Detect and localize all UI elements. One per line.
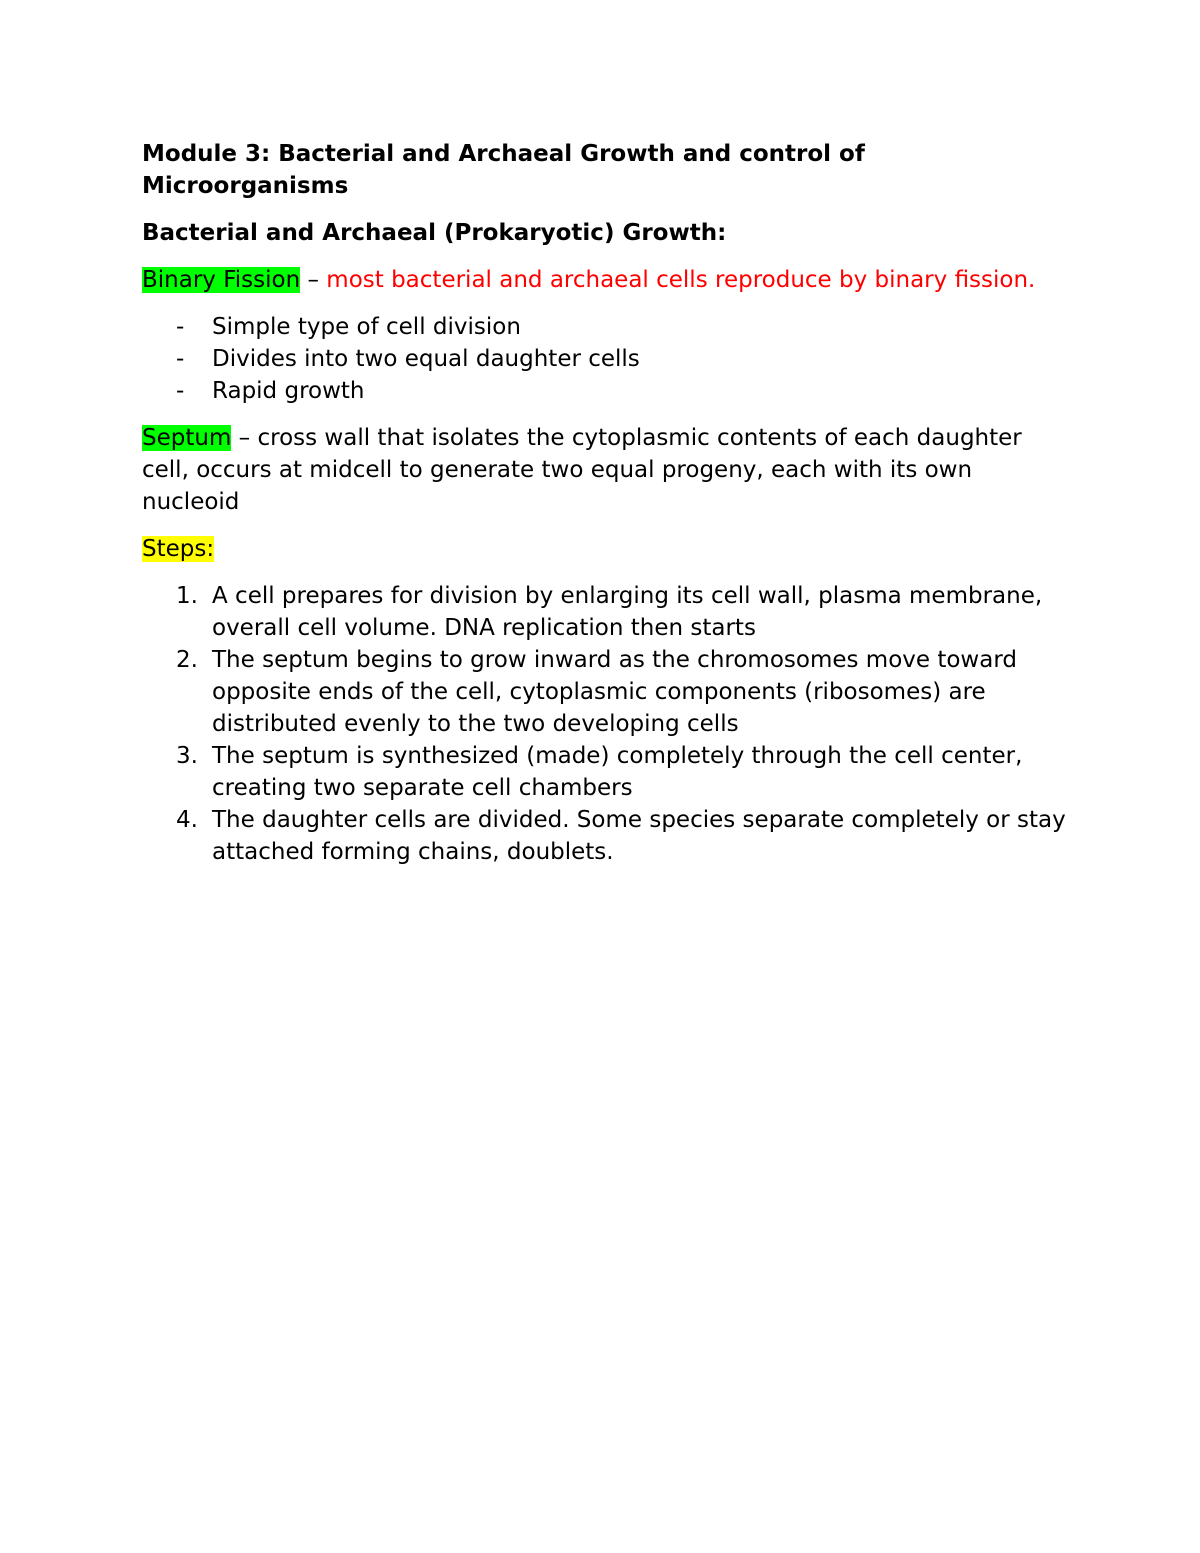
step-text: A cell prepares for division by enlarging its cell wall, plasma membrane, overall cell volume. DNA replication then starts: [212, 583, 1043, 641]
binary-fission-definition: most bacterial and archaeal cells reproduce by binary fission.: [326, 267, 1036, 293]
bullet-marker: -: [176, 346, 185, 372]
list-item: [142, 740, 1072, 804]
list-item-text: Divides into two equal daughter cells: [212, 346, 640, 372]
list-item-text: Rapid growth: [212, 378, 365, 404]
binary-fission-term: Binary Fission: [142, 267, 301, 293]
list-item: [142, 644, 1072, 740]
septum-term: Septum: [142, 425, 232, 451]
bullet-marker: -: [176, 314, 185, 340]
binary-fission-paragraph: [142, 264, 1072, 296]
septum-paragraph: [142, 422, 1072, 518]
list-item: [142, 580, 1072, 644]
list-item: [142, 311, 1072, 343]
steps-label-paragraph: [142, 533, 1072, 565]
step-number: 4.: [176, 807, 198, 833]
step-text: The daughter cells are divided. Some species separate completely or stay attached forming chains, doublets.: [212, 807, 1066, 865]
list-item: [142, 375, 1072, 407]
list-item: [142, 804, 1072, 868]
bullet-marker: -: [176, 378, 185, 404]
steps-label: Steps:: [142, 536, 215, 562]
step-number: 1.: [176, 583, 198, 609]
list-item: [142, 343, 1072, 375]
bullet-list: [142, 311, 1072, 407]
steps-list: [142, 580, 1072, 868]
list-item-text: Simple type of cell division: [212, 314, 521, 340]
binary-fission-dash: –: [300, 267, 327, 293]
step-number: 2.: [176, 647, 198, 673]
septum-dash: –: [231, 425, 258, 451]
document-title: Module 3: Bacterial and Archaeal Growth and control of Microorganisms: [142, 141, 865, 199]
step-text: The septum is synthesized (made) completely through the cell center, creating two separate cell chambers: [212, 743, 1023, 801]
step-number: 3.: [176, 743, 198, 769]
septum-definition: cross wall that isolates the cytoplasmic contents of each daughter cell, occurs at midcell to generate two equal progeny, each with its own nucleoid: [142, 425, 1022, 515]
document-page: [142, 138, 1072, 868]
section-heading: Bacterial and Archaeal (Prokaryotic) Growth:: [142, 220, 727, 246]
step-text: The septum begins to grow inward as the chromosomes move toward opposite ends of the cell, cytoplasmic components (ribosomes) are distributed evenly to the two developing cells: [212, 647, 1017, 737]
